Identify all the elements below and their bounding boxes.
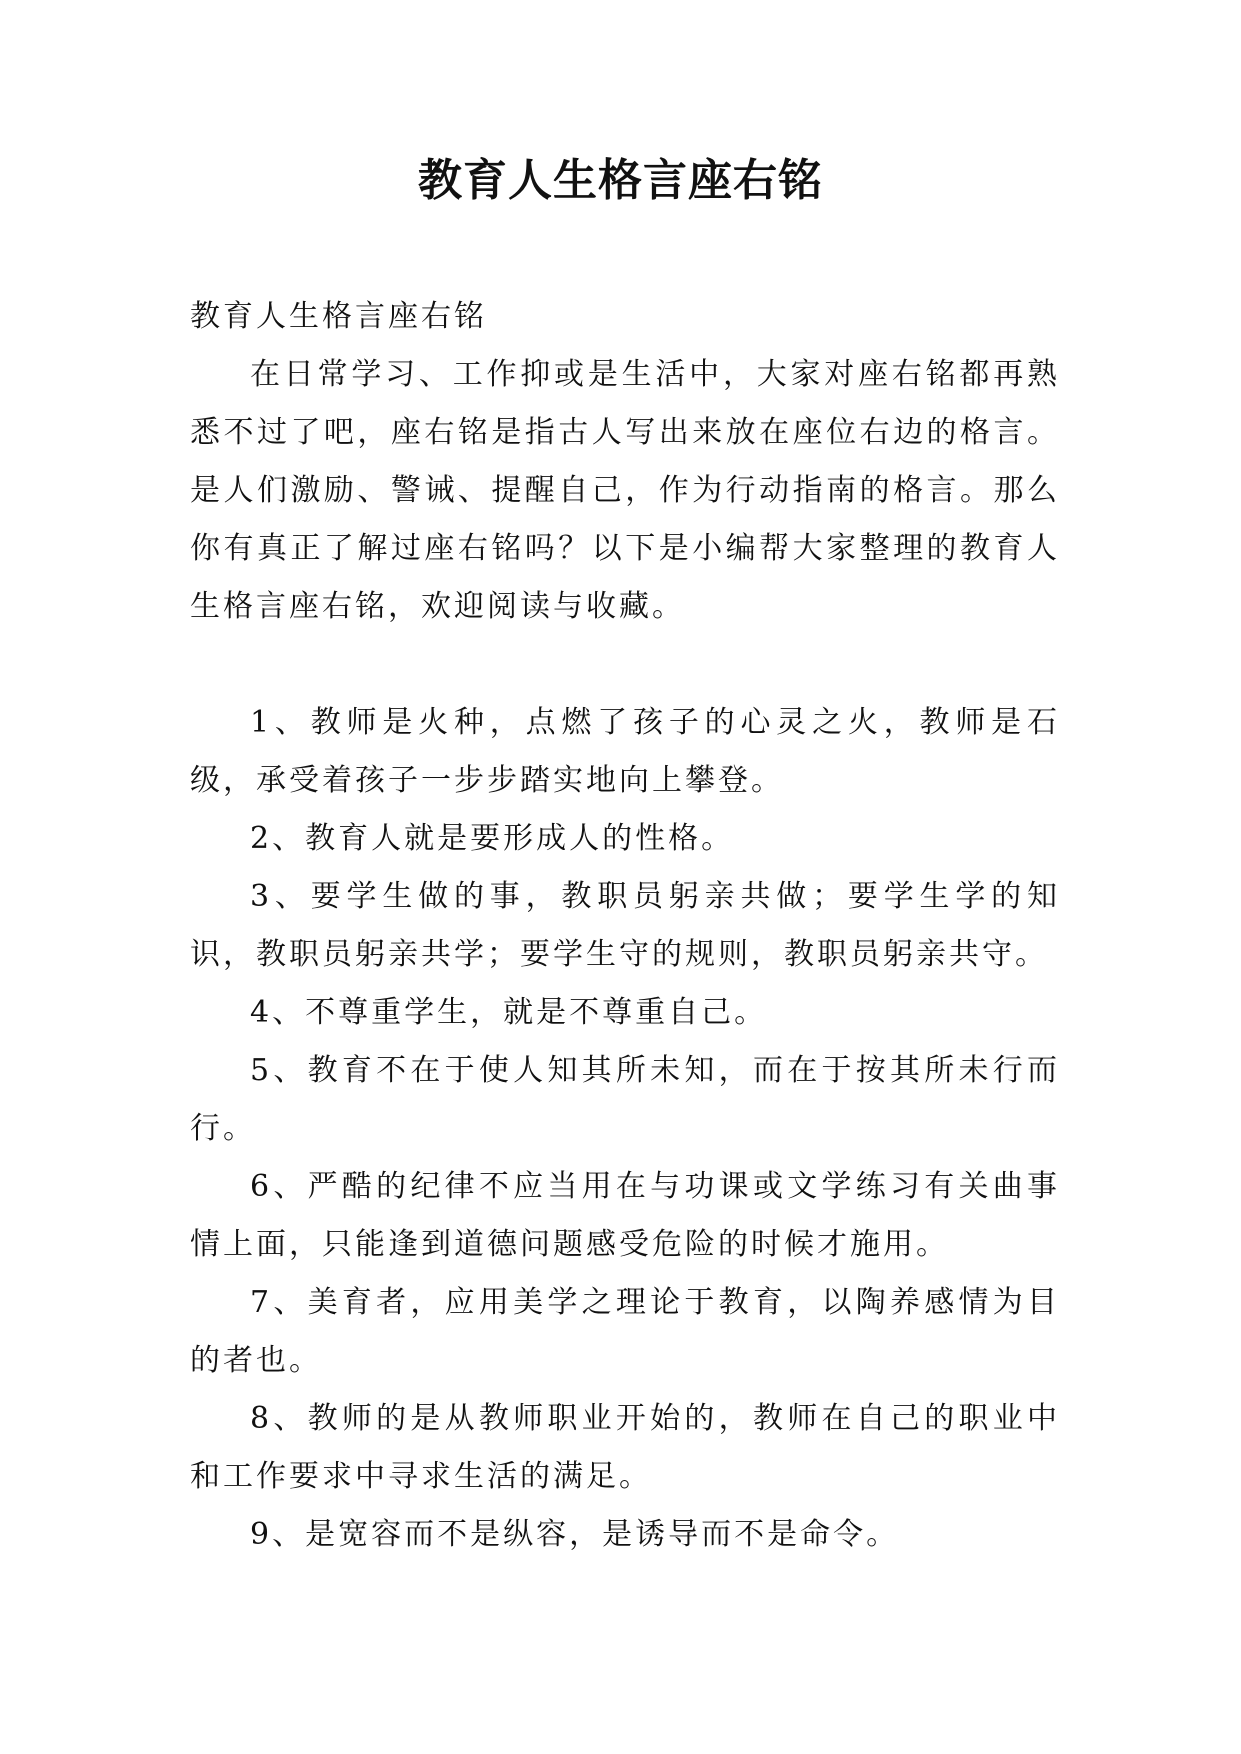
quote-item-7: 7、美育者，应用美学之理论于教育，以陶养感情为目的者也。 (190, 1285, 1060, 1378)
quote-item-4: 4、不尊重学生，就是不尊重自己。 (250, 995, 768, 1030)
quote-item-1: 1、教师是火种，点燃了孩子的心灵之火，教师是石级，承受着孩子一步步踏实地向上攀登。 (190, 705, 1060, 798)
quote-item-3: 3、要学生做的事，教职员躬亲共做；要学生学的知识，教职员躬亲共学；要学生守的规则，教职员躬亲共守。 (190, 879, 1060, 972)
document-title: 教育人生格言座右铭 (418, 155, 823, 206)
quote-item-9: 9、是宽容而不是纵容，是诱导而不是命令。 (250, 1517, 900, 1552)
quote-item-6: 6、严酷的纪律不应当用在与功课或文学练习有关曲事情上面，只能逢到道德问题感受危险的时候才施用。 (190, 1169, 1060, 1262)
document-subtitle: 教育人生格言座右铭 (190, 299, 487, 334)
document-body (190, 288, 1060, 1564)
quote-item-8: 8、教师的是从教师职业开始的，教师在自己的职业中和工作要求中寻求生活的满足。 (190, 1401, 1060, 1494)
intro-paragraph: 在日常学习、工作抑或是生活中，大家对座右铭都再熟悉不过了吧，座右铭是指古人写出来放在座位右边的格言。是人们激励、警诫、提醒自己，作为行动指南的格言。那么你有真正了解过座右铭吗？以下是小编帮大家整理的教育人生格言座右铭，欢迎阅读与收藏。 (190, 357, 1060, 624)
quote-item-5: 5、教育不在于使人知其所未知，而在于按其所未行而行。 (190, 1053, 1060, 1146)
quote-item-2: 2、教育人就是要形成人的性格。 (250, 821, 735, 856)
